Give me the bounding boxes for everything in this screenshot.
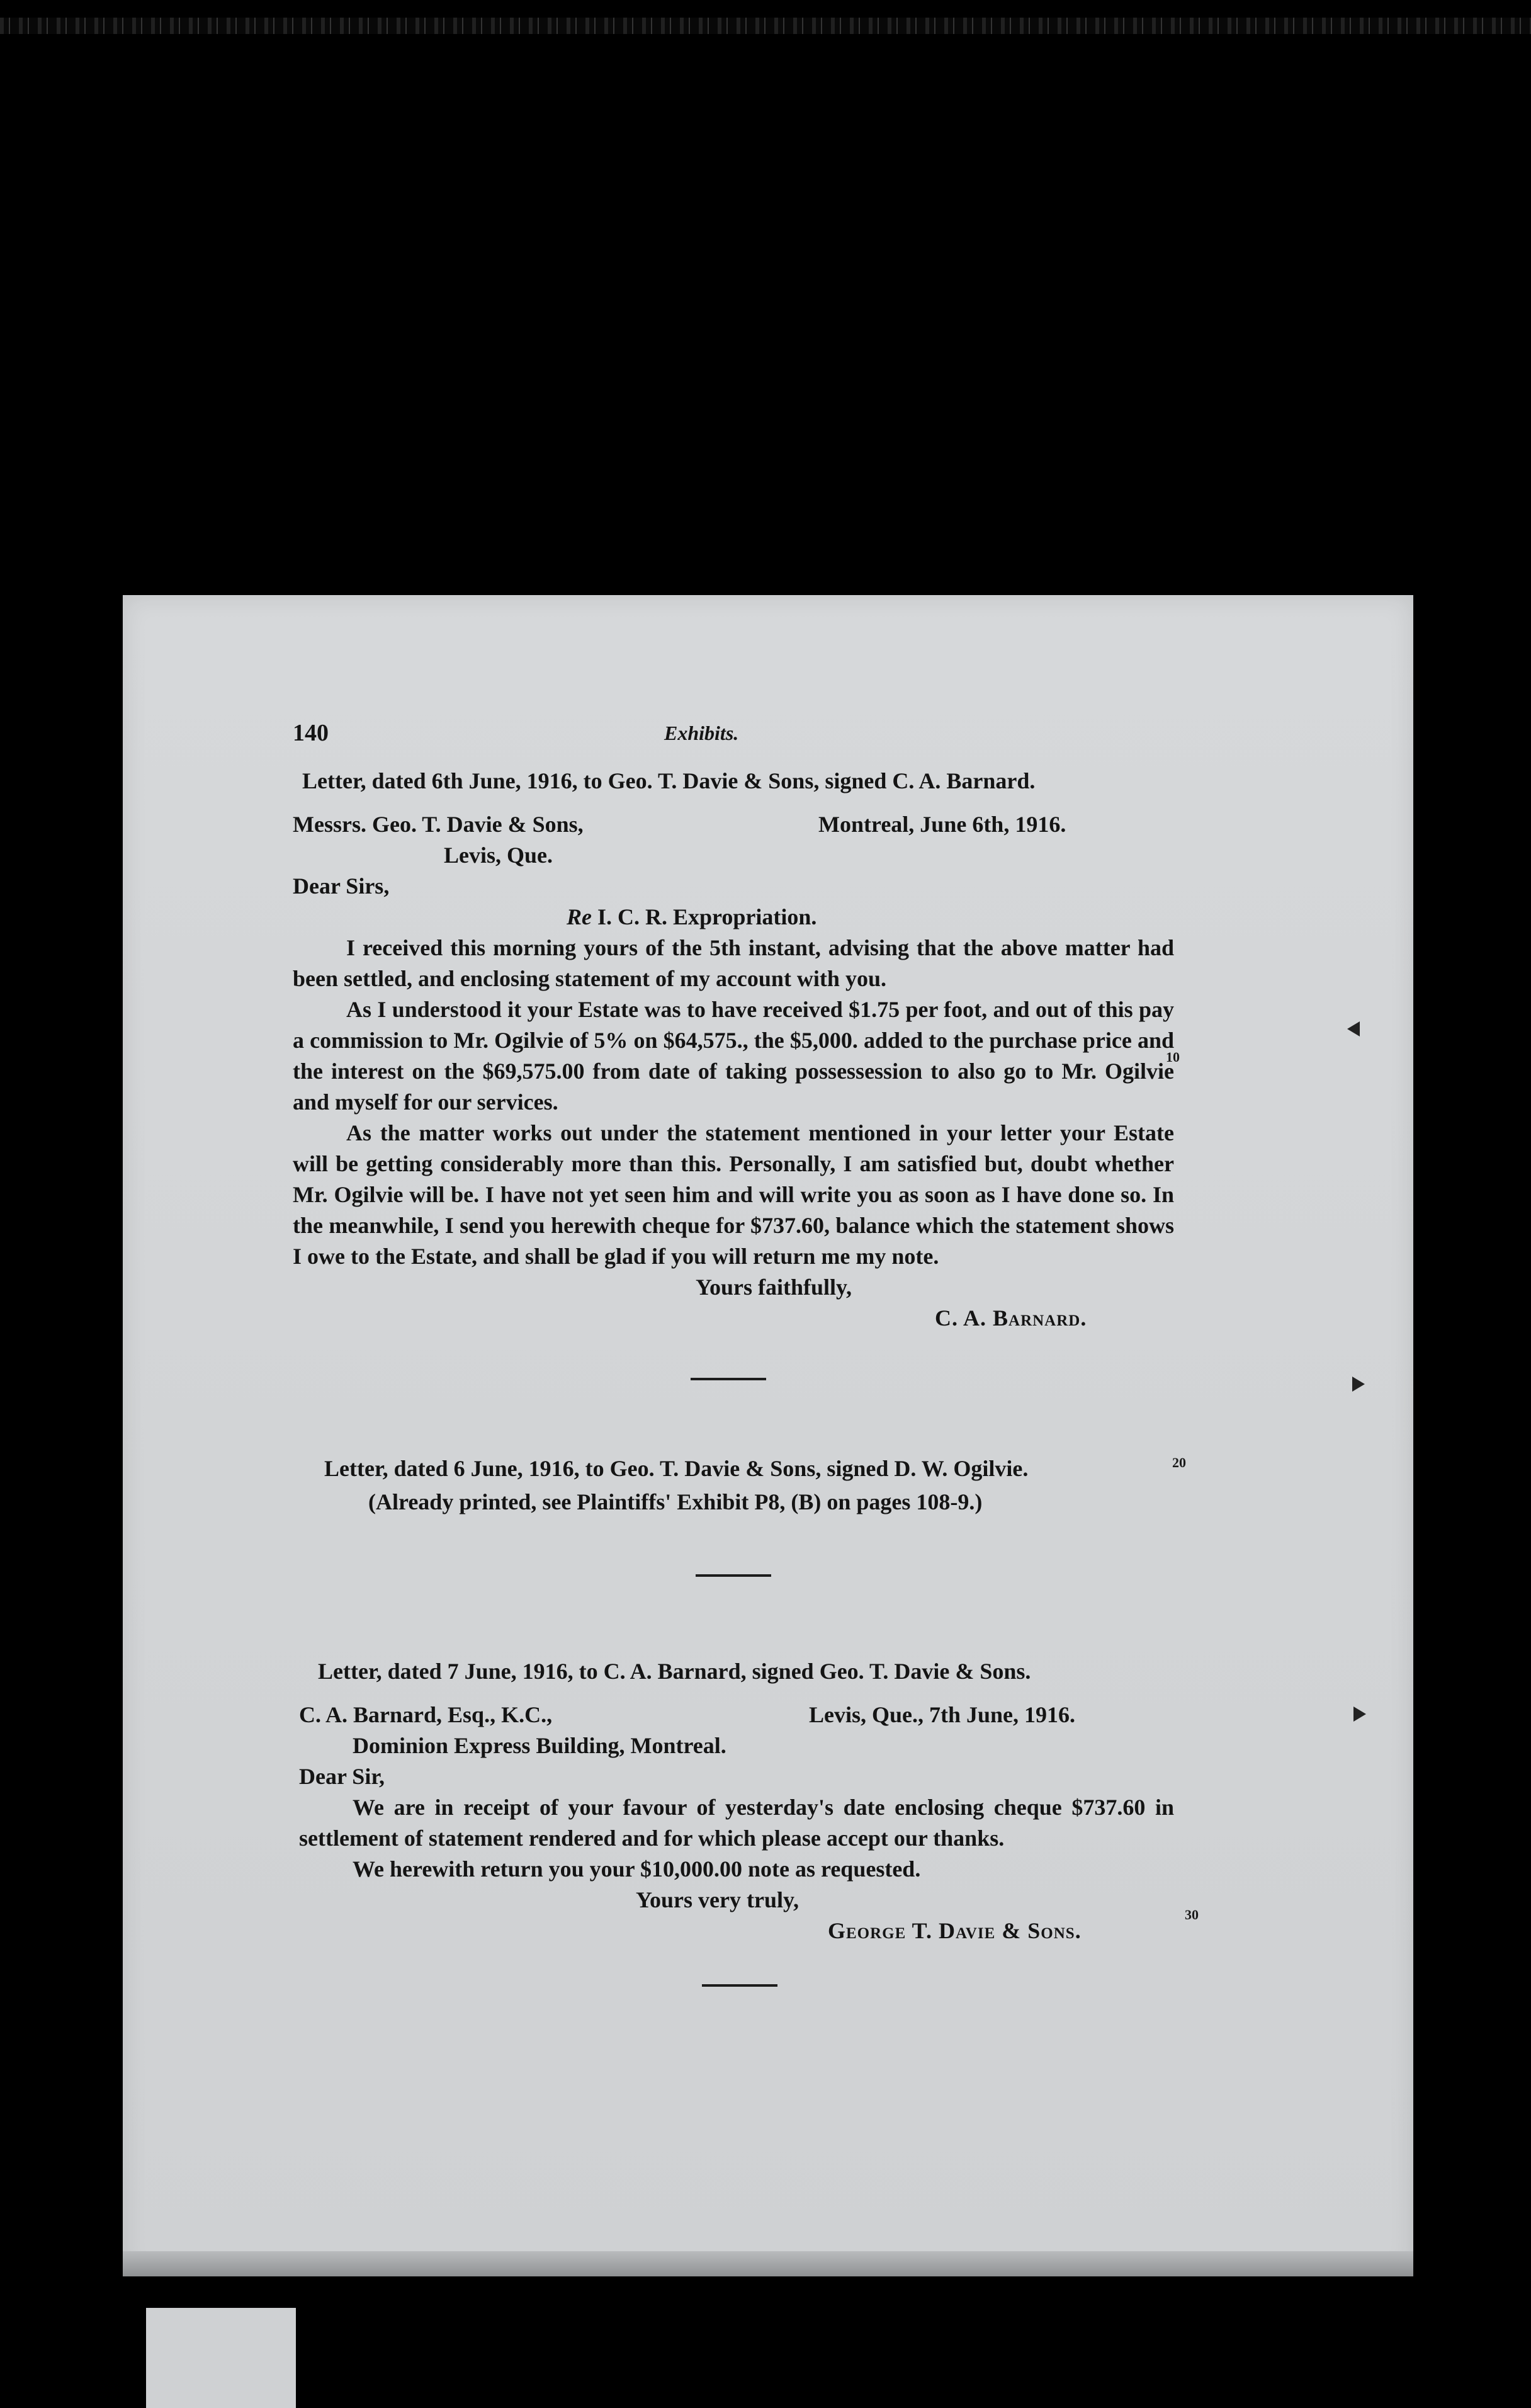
page-number: 140	[293, 720, 329, 746]
letter-1-signature: C. A. Barnard.	[935, 1305, 1087, 1331]
letter-1-place-date: Montreal, June 6th, 1916.	[818, 812, 1066, 837]
letter-1-re-subject: I. C. R. Expropriation.	[597, 904, 817, 929]
letter-3-addressee-address: Dominion Express Building, Montreal.	[353, 1733, 726, 1758]
margin-line-number: 20	[1172, 1455, 1186, 1470]
letter-1-addressee: Messrs. Geo. T. Davie & Sons,	[293, 812, 584, 837]
letter-3-paragraph: We herewith return you your $10,000.00 note as requested.	[353, 1856, 921, 1882]
section-divider	[702, 1984, 777, 1987]
page-bottom-edge	[123, 2251, 1413, 2276]
letter-1-re-line	[293, 902, 1174, 933]
letter-1-addressee-city: Levis, Que.	[444, 843, 553, 868]
letter-2-note: (Already printed, see Plaintiffs' Exhibit P8, (B) on pages 108-9.)	[368, 1489, 983, 1514]
letter-3-place-date: Levis, Que., 7th June, 1916.	[809, 1702, 1076, 1727]
next-page-tab	[146, 2308, 296, 2408]
letter-1-header-row	[293, 809, 1174, 840]
film-edge-strip	[0, 18, 1531, 34]
edge-marker-icon	[1352, 1377, 1365, 1392]
margin-line-number: 10	[1166, 1049, 1180, 1065]
edge-marker-icon	[1347, 1021, 1360, 1036]
letter-1-re-prefix: Re	[567, 904, 592, 929]
letter-3-signature: George T. Davie & Sons.	[828, 1918, 1082, 1943]
section-heading: Exhibits.	[664, 722, 739, 744]
letter-3-salutation: Dear Sir,	[299, 1764, 385, 1789]
margin-line-number: 30	[1185, 1907, 1199, 1922]
letter-2-title: Letter, dated 6 June, 1916, to Geo. T. Davie & Sons, signed D. W. Ogilvie.	[324, 1456, 1029, 1481]
running-head	[293, 718, 1174, 756]
letter-3-title: Letter, dated 7 June, 1916, to C. A. Barnard, signed Geo. T. Davie & Sons.	[318, 1659, 1031, 1684]
letter-1-title: Letter, dated 6th June, 1916, to Geo. T. Davie & Sons, signed C. A. Barnard.	[302, 768, 1036, 793]
letter-1-paragraph: As I understood it your Estate was to have received $1.75 per foot, and out of this pay a commission to Mr. Ogilvie of 5% on $64,575., the $5,000. added to the purchase price and the interest on the $69,575.00 from date of taking possessession to also go to Mr. Ogilvie and myself for our services.	[293, 997, 1174, 1115]
letter-1-paragraph: As the matter works out under the statement mentioned in your letter your Estate will be getting considerably more than this. Personally, I am satisfied but, doubt whether Mr. Ogilvie will be. I have not yet seen him and will write you as soon as I have done so. In the meanwhile, I send you herewith cheque for $737.60, balance which the statement shows I owe to the Estate, and shall be glad if you will return me my note.	[293, 1120, 1174, 1269]
letter-3-addressee: C. A. Barnard, Esq., K.C.,	[299, 1702, 553, 1727]
letter-1-closing: Yours faithfully,	[696, 1275, 852, 1300]
document-text	[293, 718, 1174, 1987]
letter-3-header-row	[293, 1700, 1174, 1730]
letter-3-paragraph: We are in receipt of your favour of yesterday's date enclosing cheque $737.60 in settlement of statement rendered and for which please accept our thanks.	[299, 1795, 1174, 1851]
letter-3-closing: Yours very truly,	[636, 1887, 799, 1912]
letter-1-salutation: Dear Sirs,	[293, 873, 390, 899]
edge-marker-icon	[1353, 1707, 1366, 1722]
letter-1-paragraph: I received this morning yours of the 5th instant, advising that the above matter had been settled, and enclosing statement of my account with you.	[293, 935, 1174, 991]
